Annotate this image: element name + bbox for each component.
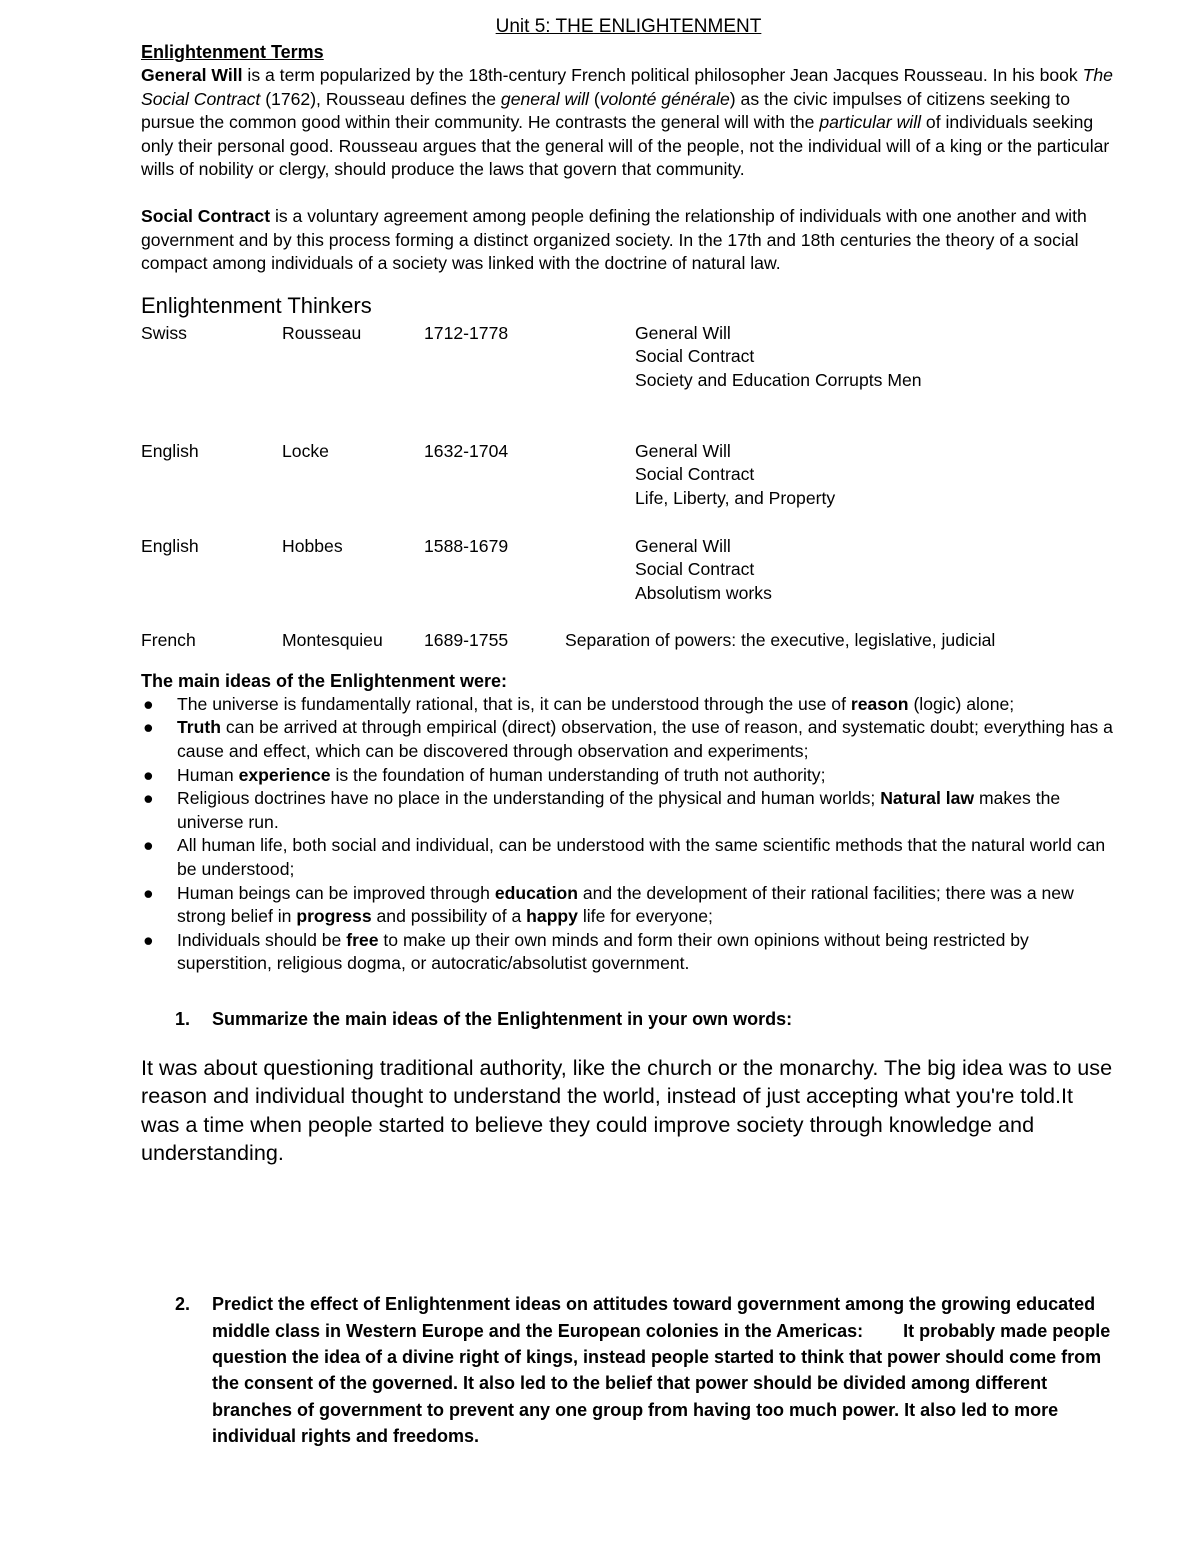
thinker-idea: General Will [635,322,731,343]
thinker-years: 1712-1778 [424,322,509,343]
thinker-ideas [635,322,922,393]
social-contract-text: is a voluntary agreement among people defining the relationship of individuals with one another and with government and by this process forming a distinct organized society. In the 17th and 18th centuries the theory of a social compact among individuals of a society was linked with the doctrine of natural law. [141,205,1087,274]
thinker-idea: Separation of powers: the executive, legislative, judicial [565,629,996,650]
idea-bold: Truth [177,717,221,738]
question-prompt: Summarize the main ideas of the Enlightenment in your own words: [212,1008,793,1029]
idea-text: The universe is fundamentally rational, that is, it can be understood through the use of [177,693,851,714]
answer-1[interactable]: It was about questioning traditional authority, like the church or the monarchy. The big idea was to use reason and individual thought to understand the world, instead of just accepting what you're told.It was a time when people started to believe they could improve society through knowledge and understanding. [141,1055,1113,1165]
thinker-ideas [635,535,772,606]
question-number: 1. [175,1008,191,1029]
thinker-idea: Life, Liberty, and Property [635,487,836,508]
thinker-row [141,629,1116,669]
idea-text: Human beings can be improved through [177,882,495,903]
question-prompt: Predict the effect of Enlightenment ideas on attitudes toward government among the growing educated middle class in Western Europe and the European colonies in the Americas: [212,1294,1096,1341]
list-item [141,929,1116,976]
question-1 [141,1006,1116,1032]
thinker-name: Hobbes [282,535,343,556]
thinker-nationality: French [141,629,196,650]
document-page [141,14,1116,1450]
general-will-text-2: (1762), Rousseau defines the [260,88,501,109]
main-ideas-heading: The main ideas of the Enlightenment were: [141,670,508,691]
thinker-name: Rousseau [282,322,362,343]
general-will-paragraph [141,64,1116,182]
general-will-text-4: ) as the civic impulses of citizens seeking to pursue the common good within their community. He contrasts the general will with the [141,88,1071,133]
answer-2[interactable]: It probably made people question the idea of a divine right of kings, instead people started to think that power should come from the consent of the governed. It also led to the belief that power should be divided among different branches of government to prevent any one group from having too much power. It also led to more individual rights and freedoms. [212,1320,1111,1447]
idea-text: All human life, both social and individual, can be understood with the same scientific methods that the natural world can be understood; [177,835,1106,879]
idea-bold: experience [238,764,331,785]
thinker-idea: Society and Education Corrupts Men [635,369,922,390]
list-item [141,882,1116,929]
idea-text: and the development of their rational facilities; there was a new strong belief in [177,882,1074,927]
bullet-icon: ● [143,764,154,785]
bullet-icon: ● [143,835,154,856]
thinker-row [141,322,1116,440]
idea-bold: education [494,882,578,903]
idea-text: can be arrived at through empirical (direct) observation, the use of reason, and systematic doubt; everything has a cause and effect, which can be discovered through observation and experiments; [177,717,1113,761]
idea-text: makes the universe run. [177,788,1061,832]
question-number: 2. [175,1294,191,1315]
thinker-idea: Social Contract [635,346,755,367]
thinker-name: Montesquieu [282,629,383,650]
general-will-text-3: ( [588,88,600,109]
list-item [141,787,1116,834]
bullet-icon: ● [143,717,154,738]
bullet-icon: ● [143,693,154,714]
thinker-years: 1632-1704 [424,440,509,461]
idea-text: life for everyone; [577,906,713,927]
general-will-text-1: is a term popularized by the 18th-century French political philosopher Jean Jacques Rousseau. In his book [242,65,1083,85]
thinker-nationality: English [141,535,199,556]
idea-bold: happy [526,906,578,927]
french-term: volonté générale [599,88,730,109]
list-item [141,764,1116,788]
thinker-nationality: Swiss [141,322,187,343]
thinkers-heading: Enlightenment Thinkers [141,292,372,318]
thinker-years: 1588-1679 [424,535,509,556]
social-contract-paragraph [141,205,1116,276]
thinker-years: 1689-1755 [424,629,509,650]
main-ideas-list [141,693,1116,976]
idea-text: Human [177,764,239,785]
idea-text: (logic) alone; [908,693,1015,714]
thinker-name: Locke [282,440,329,461]
idea-bold: reason [850,693,909,714]
idea-text: Religious doctrines have no place in the understanding of the physical and human worlds; [177,788,881,809]
page-title: Unit 5: THE ENLIGHTENMENT [495,16,762,37]
terms-heading: Enlightenment Terms [141,42,324,62]
list-item [141,834,1116,881]
thinker-idea: General Will [635,440,731,461]
thinker-nationality: English [141,440,199,461]
thinker-idea: Social Contract [635,559,755,580]
particular-will-italic: particular will [819,112,922,133]
general-will-italic: general will [500,88,589,109]
thinker-idea: Absolutism works [635,582,772,603]
bullet-icon: ● [143,929,154,950]
list-item [141,693,1116,717]
social-contract-term: Social Contract [141,205,271,226]
list-item [141,716,1116,763]
idea-bold: Natural law [880,788,975,809]
idea-text: and possibility of a [371,906,527,927]
thinker-ideas [635,440,835,511]
thinker-idea: Social Contract [635,464,755,485]
idea-bold: free [346,929,379,950]
bullet-icon: ● [143,788,154,809]
thinker-row [141,440,1116,535]
general-will-term: General Will [141,65,243,85]
idea-bold: progress [296,906,372,927]
question-2 [141,1291,1116,1449]
idea-text: is the foundation of human understanding of truth not authority; [330,764,826,785]
book-title: The Social Contract [141,65,1113,109]
thinkers-table [141,322,1116,669]
thinker-row [141,535,1116,629]
bullet-icon: ● [143,882,154,903]
idea-text: to make up their own minds and form their own opinions without being restricted by superstition, religious dogma, or autocratic/absolutist government. [177,929,1029,974]
thinker-idea: General Will [635,535,731,556]
general-will-text-5: of individuals seeking only their personal good. Rousseau argues that the general will of the people, not the individual will of a king or the particular wills of nobility or clergy, should produce the laws that govern that community. [141,112,1110,180]
idea-text: Individuals should be [177,929,347,950]
